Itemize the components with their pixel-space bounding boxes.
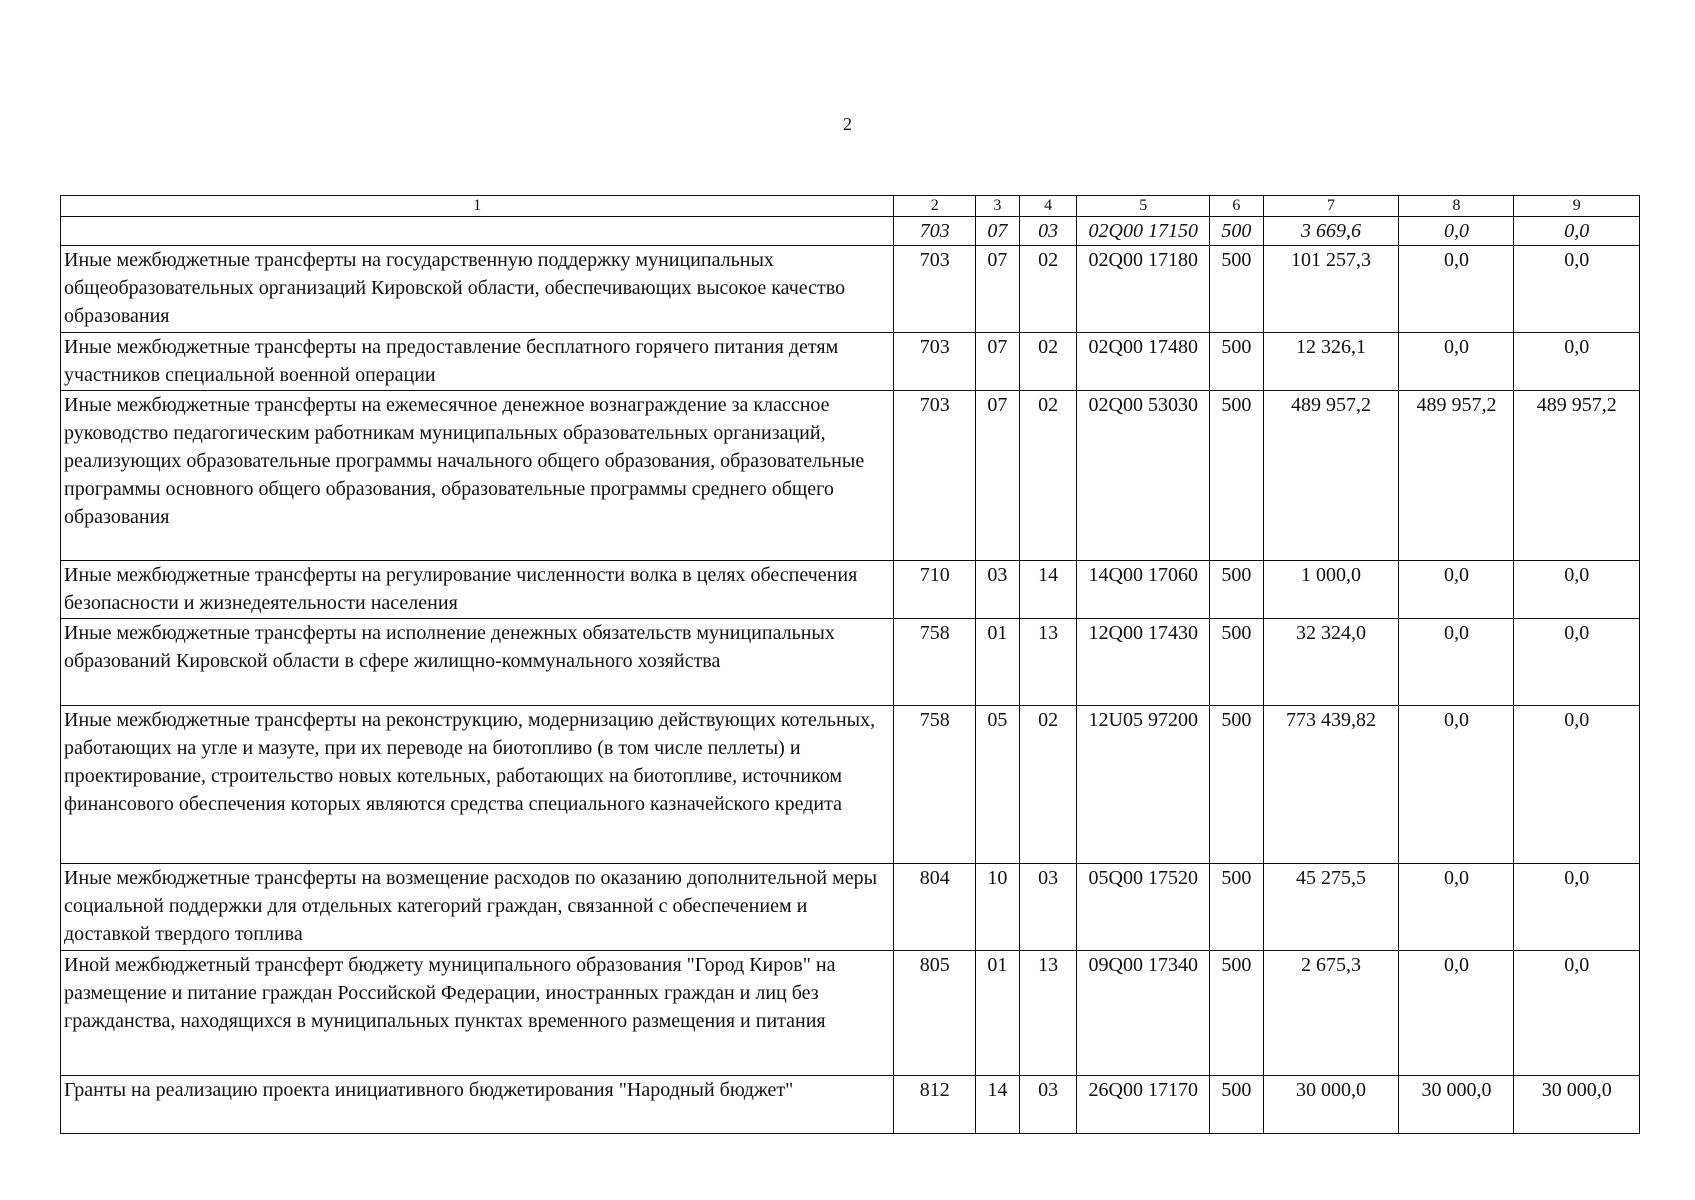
table-cell: 03 xyxy=(1019,217,1077,246)
table-cell: 2 675,3 xyxy=(1263,951,1399,1076)
table-cell: 02 xyxy=(1019,391,1077,561)
table-cell: 02 xyxy=(1019,333,1077,391)
table-cell: 3 669,6 xyxy=(1263,217,1399,246)
table-cell: 773 439,82 xyxy=(1263,706,1399,864)
table-cell: 02 xyxy=(1019,706,1077,864)
table-cell: 14Q00 17060 xyxy=(1077,561,1210,619)
table-cell: 07 xyxy=(975,246,1019,333)
table-cell: 0,0 xyxy=(1514,864,1640,951)
table-cell: 03 xyxy=(975,561,1019,619)
table-cell: 489 957,2 xyxy=(1399,391,1514,561)
table-cell: 500 xyxy=(1210,217,1263,246)
table-row xyxy=(61,246,1640,333)
table-row xyxy=(61,864,1640,951)
page-number: 2 xyxy=(843,114,852,134)
row-description: Иные межбюджетные трансферты на регулирование численности волка в целях обеспечения безопасности и жизнедеятельности населения xyxy=(61,561,894,619)
table-cell: 805 xyxy=(894,951,976,1076)
table-cell: 489 957,2 xyxy=(1263,391,1399,561)
table-cell: 0,0 xyxy=(1514,246,1640,333)
table-cell: 500 xyxy=(1210,1076,1263,1134)
continuation-row xyxy=(61,217,1640,246)
table-cell: 0,0 xyxy=(1399,246,1514,333)
table-cell: 26Q00 17170 xyxy=(1077,1076,1210,1134)
column-number: 6 xyxy=(1210,196,1263,217)
row-description: Иные межбюджетные трансферты на возмещение расходов по оказанию дополнительной меры социальной поддержки для отдельных категорий граждан, связанной с обеспечением и доставкой твердого топлива xyxy=(61,864,894,951)
table-cell: 02Q00 53030 xyxy=(1077,391,1210,561)
table-cell: 703 xyxy=(894,217,976,246)
table-cell: 07 xyxy=(975,217,1019,246)
table-cell: 0,0 xyxy=(1399,217,1514,246)
table-cell: 30 000,0 xyxy=(1514,1076,1640,1134)
table-cell: 0,0 xyxy=(1399,706,1514,864)
table-cell: 500 xyxy=(1210,619,1263,706)
table-cell: 12U05 97200 xyxy=(1077,706,1210,864)
table-cell: 05Q00 17520 xyxy=(1077,864,1210,951)
table-cell: 02Q00 17480 xyxy=(1077,333,1210,391)
table-cell: 703 xyxy=(894,333,976,391)
table-cell: 0,0 xyxy=(1399,619,1514,706)
table-cell: 0,0 xyxy=(1399,864,1514,951)
table-cell: 500 xyxy=(1210,561,1263,619)
table-cell: 500 xyxy=(1210,391,1263,561)
table-cell: 13 xyxy=(1019,619,1077,706)
column-number: 7 xyxy=(1263,196,1399,217)
row-description: Иные межбюджетные трансферты на ежемесячное денежное вознаграждение за классное руководство педагогическим работникам муниципальных образовательных организаций, реализующих образовательные программы начального общего образования, образовательные программы основного общего образования, образовательные программы среднего общего образования xyxy=(61,391,894,561)
column-number: 2 xyxy=(894,196,976,217)
table-cell: 07 xyxy=(975,333,1019,391)
table-cell: 01 xyxy=(975,951,1019,1076)
row-description: Иные межбюджетные трансферты на реконструкцию, модернизацию действующих котельных, работающих на угле и мазуте, при их переводе на биотопливо (в том числе пеллеты) и проектирование, строительство новых котельных, работающих на биотопливе, источником финансового обеспечения которых являются средства специального казначейского кредита xyxy=(61,706,894,864)
column-number: 4 xyxy=(1019,196,1077,217)
table-cell: 07 xyxy=(975,391,1019,561)
table-cell: 32 324,0 xyxy=(1263,619,1399,706)
table-cell: 500 xyxy=(1210,951,1263,1076)
table-cell: 0,0 xyxy=(1514,706,1640,864)
table-cell: 30 000,0 xyxy=(1263,1076,1399,1134)
table-cell: 12Q00 17430 xyxy=(1077,619,1210,706)
table-cell: 02 xyxy=(1019,246,1077,333)
table-row xyxy=(61,706,1640,864)
table-cell: 758 xyxy=(894,706,976,864)
table-row xyxy=(61,391,1640,561)
table-cell: 05 xyxy=(975,706,1019,864)
budget-table xyxy=(60,195,1640,1134)
table-cell: 01 xyxy=(975,619,1019,706)
table-cell: 812 xyxy=(894,1076,976,1134)
table-row xyxy=(61,333,1640,391)
table-cell: 500 xyxy=(1210,333,1263,391)
table-cell: 02Q00 17180 xyxy=(1077,246,1210,333)
table-cell: 804 xyxy=(894,864,976,951)
table-cell: 0,0 xyxy=(1514,217,1640,246)
table-cell: 0,0 xyxy=(1399,951,1514,1076)
table-cell: 0,0 xyxy=(1514,619,1640,706)
column-number: 8 xyxy=(1399,196,1514,217)
row-description: Иные межбюджетные трансферты на государственную поддержку муниципальных общеобразовательных организаций Кировской области, обеспечивающих высокое качество образования xyxy=(61,246,894,333)
table-cell: 09Q00 17340 xyxy=(1077,951,1210,1076)
table-cell: 0,0 xyxy=(1399,333,1514,391)
table-cell: 489 957,2 xyxy=(1514,391,1640,561)
table-cell: 710 xyxy=(894,561,976,619)
table-row xyxy=(61,1076,1640,1134)
table-cell: 10 xyxy=(975,864,1019,951)
table-cell: 0,0 xyxy=(1514,561,1640,619)
table-cell: 0,0 xyxy=(1514,333,1640,391)
table-cell xyxy=(61,217,894,246)
table-cell: 13 xyxy=(1019,951,1077,1076)
row-description: Иной межбюджетный трансферт бюджету муниципального образования "Город Киров" на размещение и питание граждан Российской Федерации, иностранных граждан и лиц без гражданства, находящихся в муниципальных пунктах временного размещения и питания xyxy=(61,951,894,1076)
row-description: Гранты на реализацию проекта инициативного бюджетирования "Народный бюджет" xyxy=(61,1076,894,1134)
table-cell: 12 326,1 xyxy=(1263,333,1399,391)
row-description: Иные межбюджетные трансферты на исполнение денежных обязательств муниципальных образований Кировской области в сфере жилищно-коммунального хозяйства xyxy=(61,619,894,706)
table-cell: 30 000,0 xyxy=(1399,1076,1514,1134)
row-description: Иные межбюджетные трансферты на предоставление бесплатного горячего питания детям участников специальной военной операции xyxy=(61,333,894,391)
table-cell: 14 xyxy=(975,1076,1019,1134)
column-number: 1 xyxy=(61,196,894,217)
table-cell: 14 xyxy=(1019,561,1077,619)
table-cell: 0,0 xyxy=(1514,951,1640,1076)
table-cell: 758 xyxy=(894,619,976,706)
table-cell: 03 xyxy=(1019,864,1077,951)
table-cell: 0,0 xyxy=(1399,561,1514,619)
table-row xyxy=(61,561,1640,619)
column-number: 3 xyxy=(975,196,1019,217)
column-number-row xyxy=(61,196,1640,217)
table-cell: 500 xyxy=(1210,246,1263,333)
table-cell: 02Q00 17150 xyxy=(1077,217,1210,246)
table-cell: 03 xyxy=(1019,1076,1077,1134)
table-cell: 500 xyxy=(1210,706,1263,864)
table-row xyxy=(61,951,1640,1076)
table-cell: 1 000,0 xyxy=(1263,561,1399,619)
table-cell: 703 xyxy=(894,391,976,561)
table-cell: 500 xyxy=(1210,864,1263,951)
table-cell: 101 257,3 xyxy=(1263,246,1399,333)
table-cell: 703 xyxy=(894,246,976,333)
table-cell: 45 275,5 xyxy=(1263,864,1399,951)
table-row xyxy=(61,619,1640,706)
column-number: 9 xyxy=(1514,196,1640,217)
column-number: 5 xyxy=(1077,196,1210,217)
